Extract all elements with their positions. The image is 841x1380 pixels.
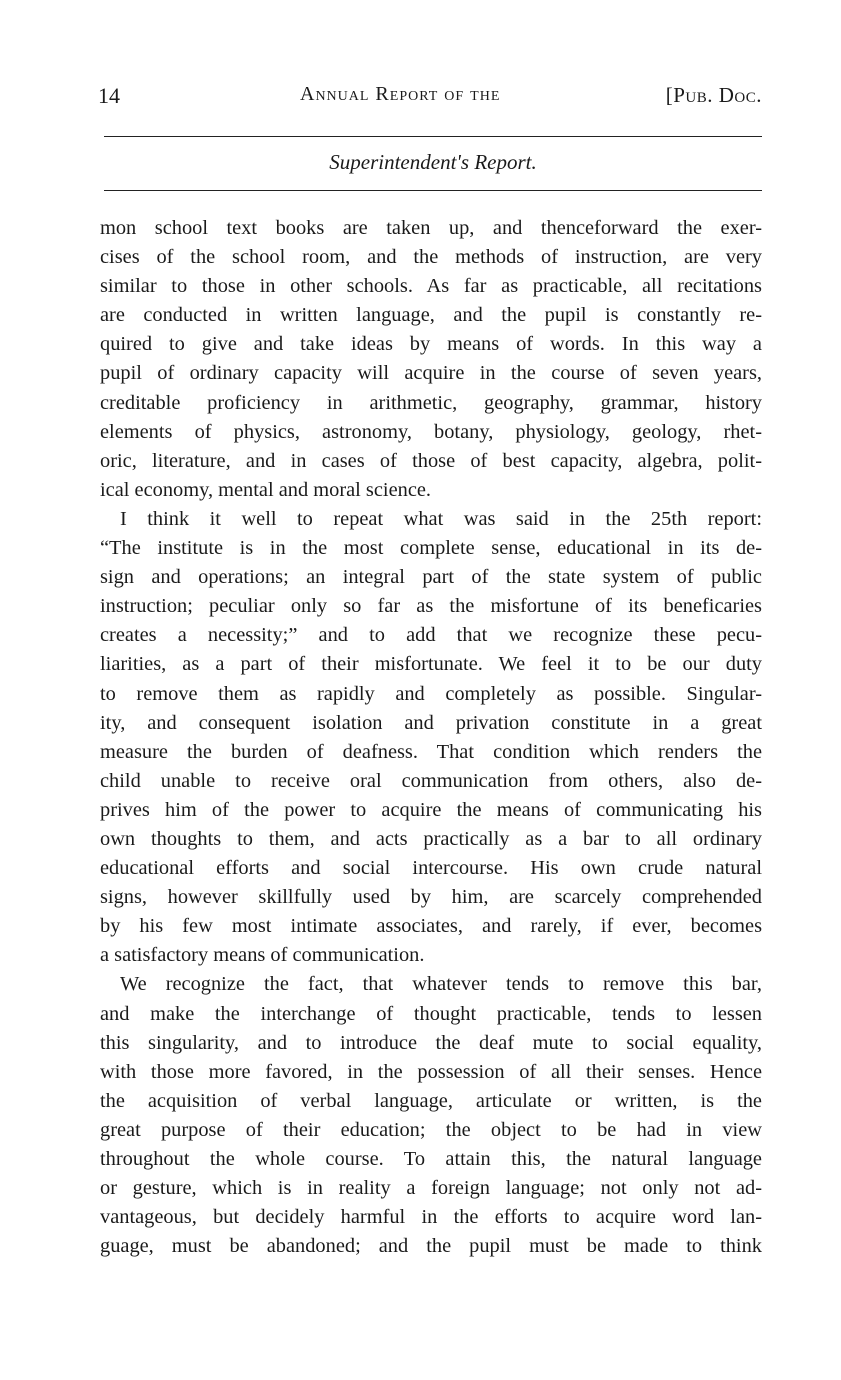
text-line: sign and operations; an integral part of the state system of public	[100, 566, 762, 589]
document-label: [Pub. Doc.	[665, 83, 762, 107]
page-header	[98, 83, 762, 111]
text-line: instruction; peculiar only so far as the misfortune of its beneficaries	[100, 595, 762, 618]
text-line: or gesture, which is in reality a foreign language; not only not ad-	[100, 1177, 762, 1200]
text-line: throughout the whole course. To attain this, the natural language	[100, 1148, 762, 1170]
text-line: pupil of ordinary capacity will acquire in the course of seven years,	[100, 362, 762, 385]
text-line: own thoughts to them, and acts practically as a bar to all ordinary	[100, 827, 762, 850]
header-rule-bottom	[104, 190, 762, 191]
text-line: cises of the school room, and the methods of instruction, are very	[100, 246, 762, 269]
text-line: elements of physics, astronomy, botany, physiology, geology, rhet-	[100, 420, 762, 443]
section-title: Superintendent's Report.	[329, 150, 537, 174]
text-line: are conducted in written language, and the pupil is constantly re-	[100, 304, 762, 327]
text-line: measure the burden of deafness. That condition which renders the	[100, 740, 762, 763]
text-line: ity, and consequent isolation and privation constitute in a great	[100, 711, 762, 734]
text-line: creates a necessity;” and to add that we recognize these pecu-	[100, 624, 762, 647]
text-line: quired to give and take ideas by means of words. In this way a	[100, 333, 762, 356]
text-line: by his few most intimate associates, and rarely, if ever, becomes	[100, 915, 762, 938]
text-line: child unable to receive oral communication from others, also de-	[100, 769, 762, 792]
text-line: signs, however skillfully used by him, are scarcely comprehended	[100, 886, 762, 909]
text-line: similar to those in other schools. As far as practicable, all recitations	[100, 275, 762, 298]
text-line: with those more favored, in the possession of all their senses. Hence	[100, 1060, 762, 1083]
text-line: great purpose of their education; the object to be had in view	[100, 1118, 762, 1141]
text-line: mon school text books are taken up, and thenceforward the exer-	[100, 217, 762, 239]
header-rule-top	[104, 136, 762, 137]
text-line: liarities, as a part of their misfortunate. We feel it to be our duty	[100, 653, 762, 676]
text-line: and make the interchange of thought practicable, tends to lessen	[100, 1002, 762, 1025]
text-line: to remove them as rapidly and completely as possible. Singular-	[100, 682, 762, 705]
text-line: oric, literature, and in cases of those of best capacity, algebra, polit-	[100, 449, 762, 472]
page-number: 14	[98, 83, 120, 108]
text-line: guage, must be abandoned; and the pupil must be made to think	[100, 1235, 762, 1258]
text-line: We recognize the fact, that whatever tends to remove this bar,	[120, 973, 762, 996]
text-line: the acquisition of verbal language, articulate or written, is the	[100, 1089, 762, 1112]
text-line: “The institute is in the most complete sense, educational in its de-	[100, 537, 762, 560]
text-line: creditable proficiency in arithmetic, geography, grammar, history	[100, 391, 762, 414]
text-line: vantageous, but decidely harmful in the efforts to acquire word lan-	[100, 1206, 762, 1229]
text-line: this singularity, and to introduce the deaf mute to social equality,	[100, 1031, 762, 1054]
text-line: prives him of the power to acquire the means of communicating his	[100, 798, 762, 821]
text-line: ical economy, mental and moral science.	[100, 478, 432, 501]
running-title: Annual Report of the	[300, 83, 501, 105]
text-line: I think it well to repeat what was said in the 25th report:	[120, 507, 762, 530]
text-line: a satisfactory means of communication.	[100, 944, 425, 967]
body-text	[100, 214, 762, 1261]
text-line: educational efforts and social intercourse. His own crude natural	[100, 857, 762, 880]
